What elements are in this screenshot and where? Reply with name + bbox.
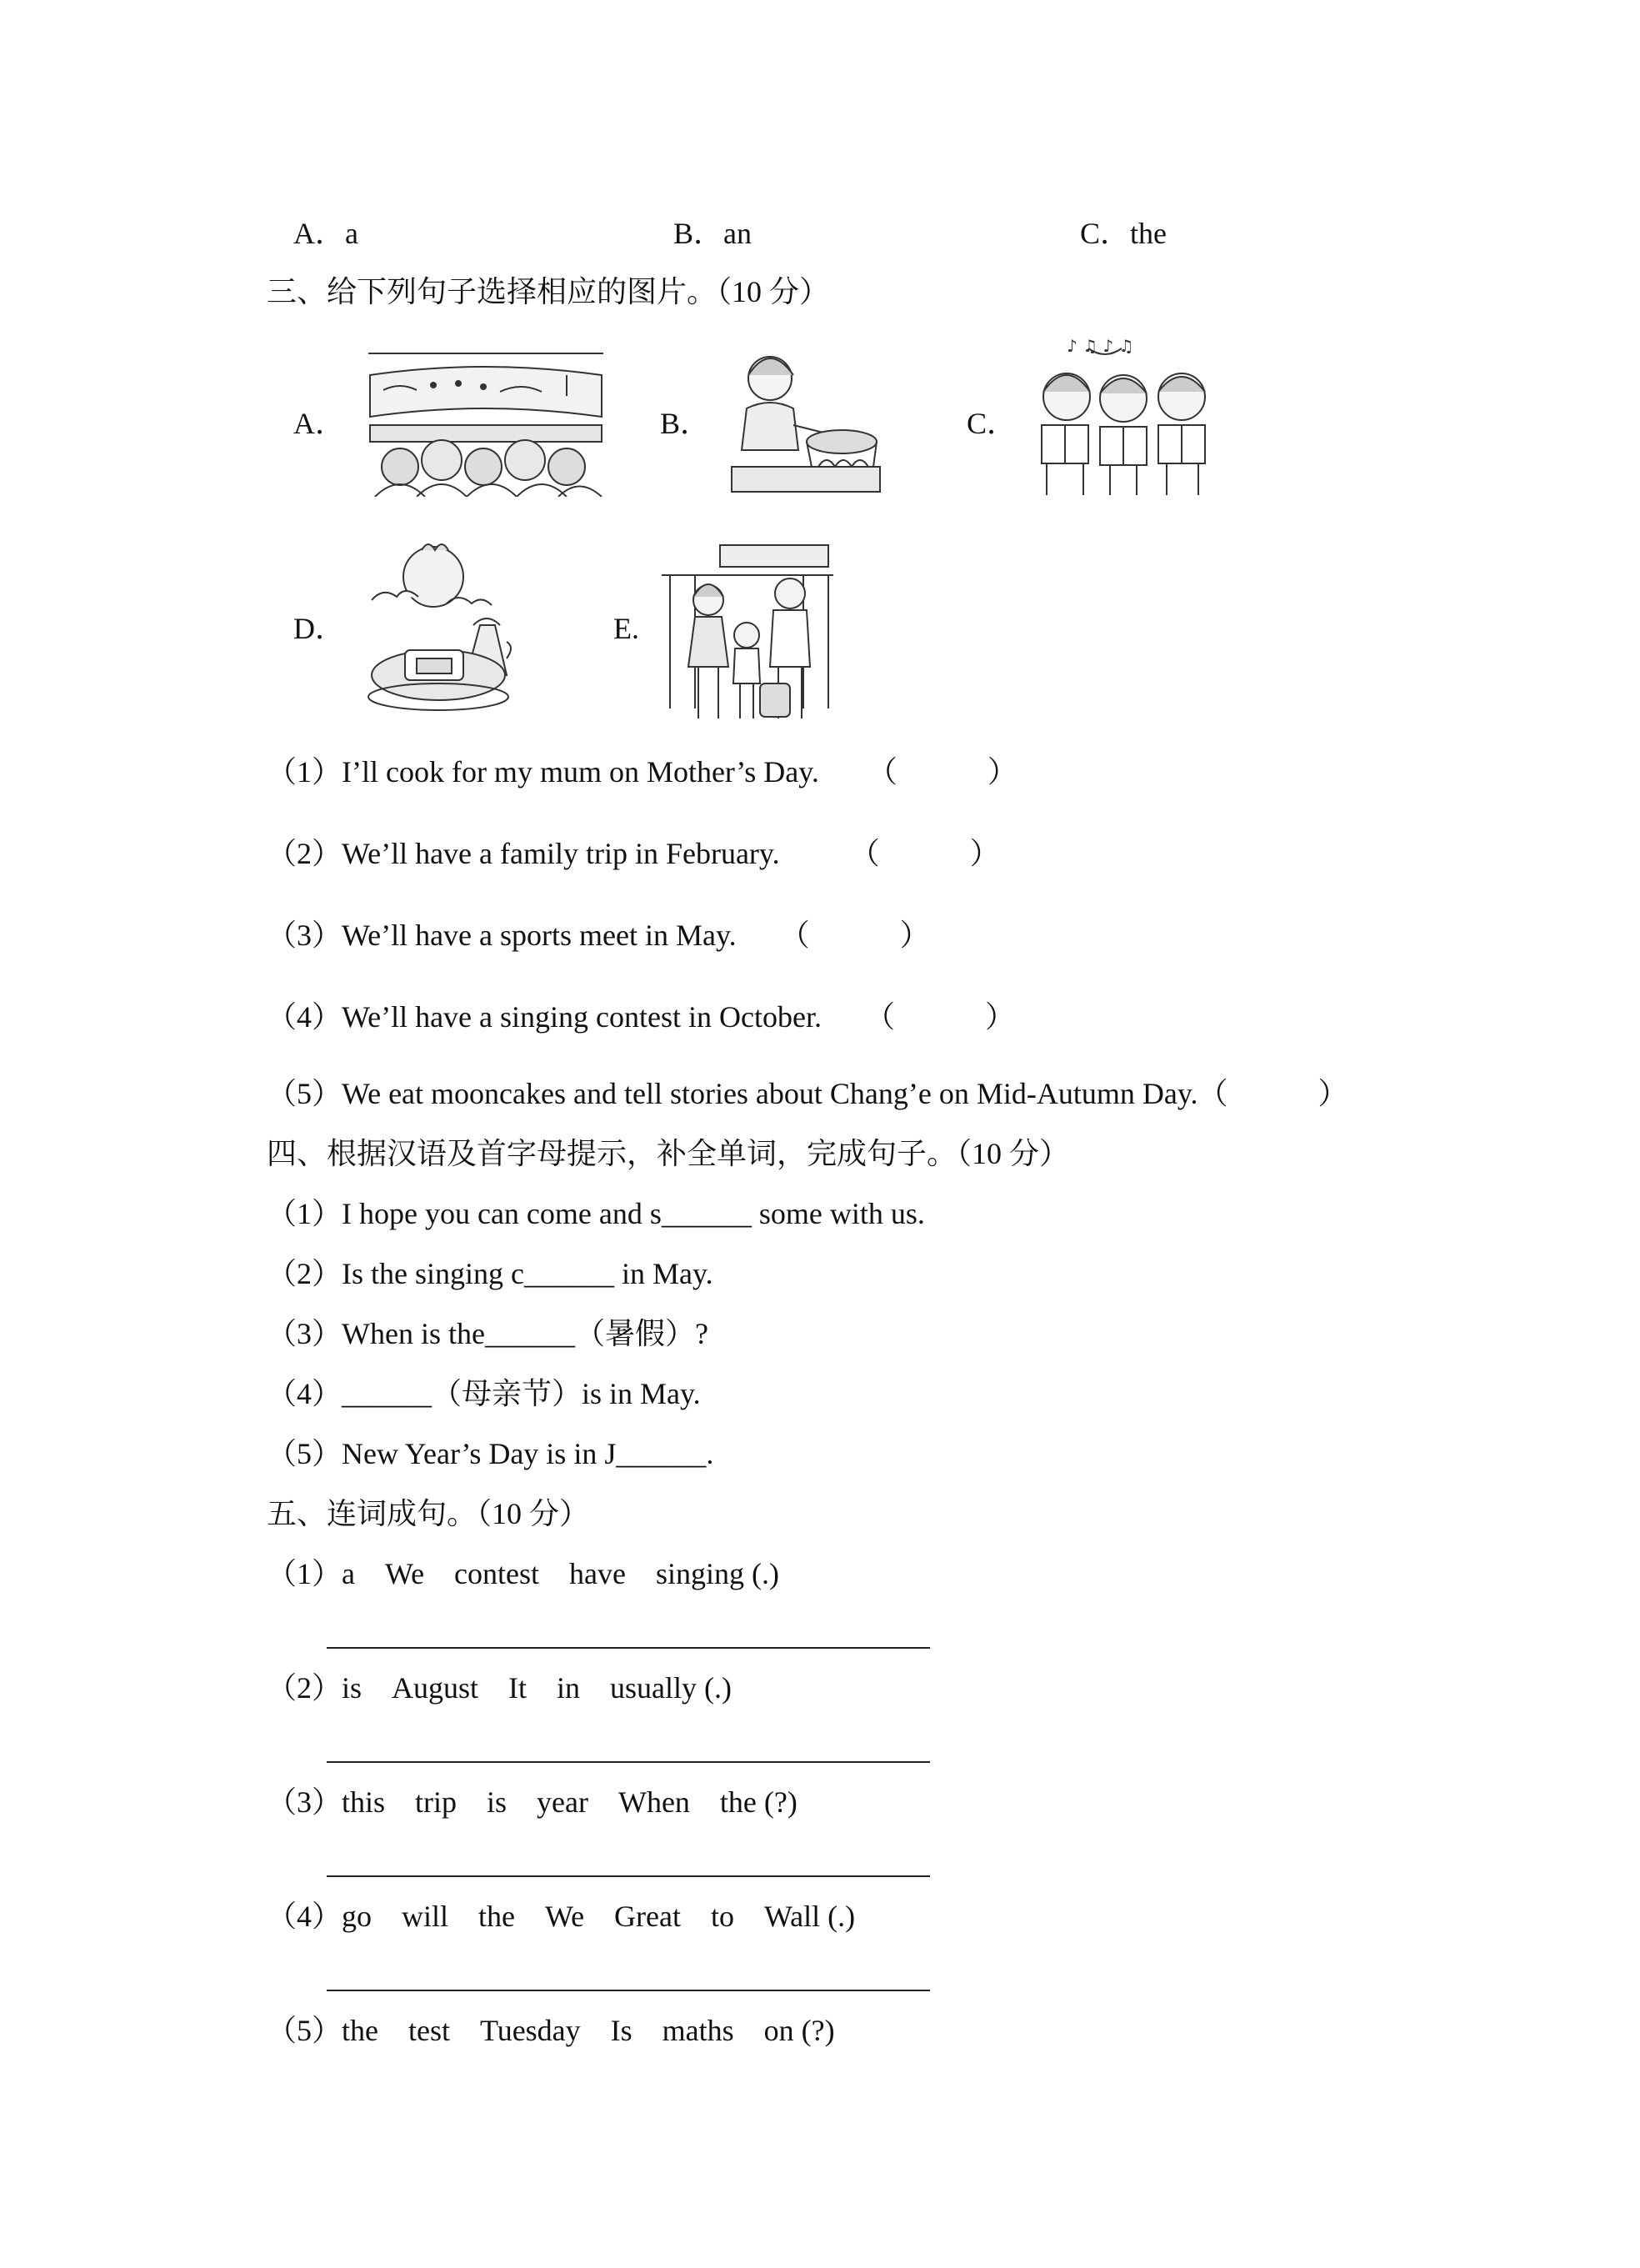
s3-item-3 <box>267 917 930 954</box>
family-trip-picture <box>662 542 833 728</box>
pic-label-e: E. <box>613 612 639 645</box>
girl-cooking-picture <box>718 342 885 501</box>
s3-item-3-text: （3）We’ll have a sports meet in May. <box>267 919 737 952</box>
s3-item-4-answer-blank[interactable]: （ ） <box>864 1000 1015 1034</box>
s5-answer-line-2[interactable] <box>327 1761 930 1763</box>
s5-answer-line-1[interactable] <box>327 1647 930 1649</box>
pic-label-a: A． <box>293 407 345 440</box>
s3-item-1 <box>267 753 1018 790</box>
s5-answer-line-3[interactable] <box>327 1875 930 1877</box>
s3-item-2 <box>267 835 1000 872</box>
s3-item-4 <box>267 999 1015 1035</box>
s4-item-1: （1）I hope you can come and s______ some with us. <box>267 1197 925 1230</box>
svg-text:♪ ♫ ♪ ♫: ♪ ♫ ♪ ♫ <box>1067 336 1134 356</box>
s3-item-3-answer-blank[interactable]: （ ） <box>779 919 930 952</box>
s4-item-4: （4）______（母亲节）is in May. <box>267 1377 701 1410</box>
option-a: A．a <box>293 217 358 250</box>
section3-title: 三、给下列句子选择相应的图片。（10 分） <box>267 275 830 308</box>
s3-item-5: （5）We eat mooncakes and tell stories about Chang’e on Mid-Autumn Day.（ ） <box>267 1077 1348 1110</box>
children-singing-picture <box>1030 333 1222 501</box>
s5-item-4: （4）go will the We Great to Wall (.) <box>267 1900 856 1933</box>
sports-meet-stadium-picture <box>367 350 605 501</box>
section5-title: 五、连词成句。（10 分） <box>267 1497 590 1530</box>
s4-item-2: （2）Is the singing c______ in May. <box>267 1257 713 1290</box>
mooncakes-moon-picture <box>367 533 517 716</box>
pic-label-b: B． <box>660 407 711 440</box>
s3-item-1-answer-blank[interactable]: （ ） <box>867 755 1018 789</box>
s4-item-3: （3）When is the______（暑假）? <box>267 1317 708 1350</box>
s5-answer-line-4[interactable] <box>327 1990 930 1991</box>
option-b: B．an <box>673 217 752 250</box>
s3-item-1-text: （1）I’ll cook for my mum on Mother’s Day. <box>267 755 819 789</box>
s3-item-2-answer-blank[interactable]: （ ） <box>849 837 1000 870</box>
s5-item-5: （5）the test Tuesday Is maths on (?) <box>267 2014 835 2047</box>
s3-item-4-text: （4）We’ll have a singing contest in October. <box>267 1000 822 1034</box>
s5-item-3: （3）this trip is year When the (?) <box>267 1785 798 1819</box>
s5-item-2: （2）is August It in usually (.) <box>267 1671 732 1705</box>
section4-title: 四、根据汉语及首字母提示，补全单词，完成句子。（10 分） <box>267 1137 1070 1170</box>
pic-label-c: C． <box>967 407 1018 440</box>
pic-label-d: D． <box>293 612 345 645</box>
s4-item-5: （5）New Year’s Day is in J______. <box>267 1437 714 1470</box>
s5-item-1: （1）a We contest have singing (.) <box>267 1557 779 1590</box>
option-c: C．the <box>1080 217 1167 250</box>
s3-item-2-text: （2）We’ll have a family trip in February. <box>267 837 780 870</box>
